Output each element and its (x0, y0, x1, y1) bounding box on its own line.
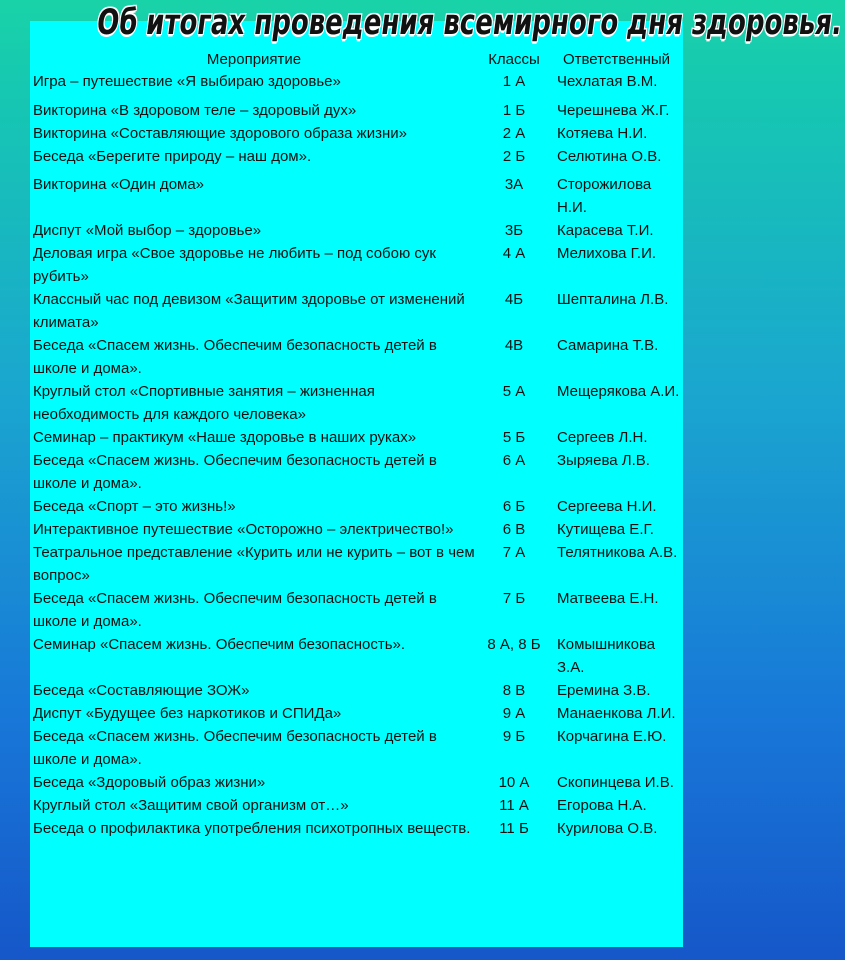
table-row (30, 725, 683, 771)
class-cell: 11 Б (499, 820, 529, 837)
event-cell: Круглый стол «Защитим свой организм от…» (33, 797, 349, 814)
class-cell: 7 Б (502, 590, 526, 607)
responsible-cell: Егорова Н.А. (557, 797, 647, 814)
table-row (30, 219, 683, 242)
event-cell: Викторина «В здоровом теле – здоровый дух» (33, 102, 357, 119)
responsible-cell: Манаенкова Л.И. (557, 705, 676, 722)
table-row (30, 817, 683, 840)
class-cell: 5 А (502, 383, 526, 400)
column-header-responsible: Ответственный (562, 51, 671, 68)
event-cell: Классный час под девизом «Защитим здоровье от изменений климата» (33, 291, 465, 331)
table-row (30, 702, 683, 725)
event-cell: Викторина «Составляющие здорового образа жизни» (33, 125, 407, 142)
responsible-cell: Зыряева Л.В. (557, 452, 650, 469)
class-cell: 3Б (504, 222, 524, 239)
responsible-cell: Еремина З.В. (557, 682, 651, 699)
class-cell: 4Б (504, 291, 524, 308)
table-row (30, 122, 683, 145)
responsible-cell: Мещерякова А.И. (557, 383, 680, 400)
responsible-cell: Сторожилова Н.И. (557, 176, 652, 216)
class-cell: 9 Б (502, 728, 526, 745)
table-row (30, 242, 683, 288)
event-cell: Беседа «Спасем жизнь. Обеспечим безопасность детей в школе и дома». (33, 452, 437, 492)
class-cell: 5 Б (502, 429, 526, 446)
responsible-cell: Селютина О.В. (557, 148, 662, 165)
class-cell: 6 А (502, 452, 526, 469)
event-cell: Интерактивное путешествие «Осторожно – электричество!» (33, 521, 454, 538)
table-row (30, 426, 683, 449)
class-cell: 7 А (502, 544, 526, 561)
table-row (30, 288, 683, 334)
table-row (30, 771, 683, 794)
responsible-cell: Самарина Т.В. (557, 337, 659, 354)
event-cell: Беседа «Составляющие ЗОЖ» (33, 682, 250, 699)
table-row (30, 173, 683, 219)
event-cell: Беседа «Спасем жизнь. Обеспечим безопасность детей в школе и дома». (33, 590, 437, 630)
responsible-cell: Котяева Н.И. (557, 125, 648, 142)
class-cell: 2 Б (502, 148, 526, 165)
responsible-cell: Скопинцева И.В. (557, 774, 674, 791)
class-cell: 6 Б (502, 498, 526, 515)
class-cell: 4 А (502, 245, 526, 262)
table-row (30, 794, 683, 817)
event-cell: Беседа «Берегите природу – наш дом». (33, 148, 312, 165)
table-row (30, 145, 683, 173)
responsible-cell: Курилова О.В. (557, 820, 658, 837)
class-cell: 11 А (499, 797, 529, 814)
class-cell: 9 А (502, 705, 526, 722)
event-cell: Деловая игра «Свое здоровье не любить – под собою сук рубить» (33, 245, 436, 285)
column-header-classes: Классы (488, 51, 540, 68)
responsible-cell: Матвеева Е.Н. (557, 590, 659, 607)
table-row (30, 518, 683, 541)
event-cell: Диспут «Мой выбор – здоровье» (33, 222, 262, 239)
table-row (30, 93, 683, 122)
responsible-cell: Сергеев Л.Н. (557, 429, 648, 446)
class-cell: 10 А (498, 774, 530, 791)
responsible-cell: Мелихова Г.И. (557, 245, 657, 262)
event-cell: Беседа «Спасем жизнь. Обеспечим безопасность детей в школе и дома». (33, 337, 437, 377)
table-body (30, 70, 683, 840)
table-row (30, 541, 683, 587)
table-row (30, 334, 683, 380)
table-row (30, 495, 683, 518)
class-cell: 8 В (502, 682, 526, 699)
table-row (30, 633, 683, 679)
event-cell: Викторина «Один дома» (33, 176, 205, 193)
event-cell: Театральное представление «Курить или не курить – вот в чем вопрос» (33, 544, 475, 584)
class-cell: 3А (504, 176, 524, 193)
responsible-cell: Карасева Т.И. (557, 222, 654, 239)
table-row (30, 70, 683, 93)
event-cell: Диспут «Будущее без наркотиков и СПИДа» (33, 705, 342, 722)
responsible-cell: Комышникова З.А. (557, 636, 656, 676)
event-cell: Беседа «Спасем жизнь. Обеспечим безопасность детей в школе и дома». (33, 728, 437, 768)
table-row (30, 380, 683, 426)
event-cell: Семинар «Спасем жизнь. Обеспечим безопасность». (33, 636, 406, 653)
class-cell: 8 А, 8 Б (487, 636, 541, 653)
events-table (30, 50, 683, 840)
event-cell: Семинар – практикум «Наше здоровье в наших руках» (33, 429, 417, 446)
column-header-event: Мероприятие (206, 51, 302, 68)
responsible-cell: Телятникова А.В. (557, 544, 678, 561)
event-cell: Беседа «Здоровый образ жизни» (33, 774, 266, 791)
event-cell: Беседа «Спорт – это жизнь!» (33, 498, 236, 515)
event-cell: Беседа о профилактика употребления психотропных веществ. (33, 820, 471, 837)
class-cell: 2 А (502, 125, 526, 142)
responsible-cell: Чехлатая В.М. (557, 73, 658, 90)
table-row (30, 449, 683, 495)
class-cell: 1 Б (502, 102, 526, 119)
class-cell: 1 А (502, 73, 526, 90)
responsible-cell: Кутищева Е.Г. (557, 521, 654, 538)
class-cell: 6 В (502, 521, 526, 538)
event-cell: Игра – путешествие «Я выбираю здоровье» (33, 73, 341, 90)
responsible-cell: Корчагина Е.Ю. (557, 728, 667, 745)
events-panel (30, 21, 683, 947)
table-row (30, 679, 683, 702)
class-cell: 4В (504, 337, 524, 354)
responsible-cell: Черешнева Ж.Г. (557, 102, 670, 119)
page-title: Об итогах проведения всемирного дня здоровья. (94, 2, 845, 44)
event-cell: Круглый стол «Спортивные занятия – жизненная необходимость для каждого человека» (33, 383, 375, 423)
responsible-cell: Шепталина Л.В. (557, 291, 669, 308)
table-row (30, 587, 683, 633)
responsible-cell: Сергеева Н.И. (557, 498, 657, 515)
